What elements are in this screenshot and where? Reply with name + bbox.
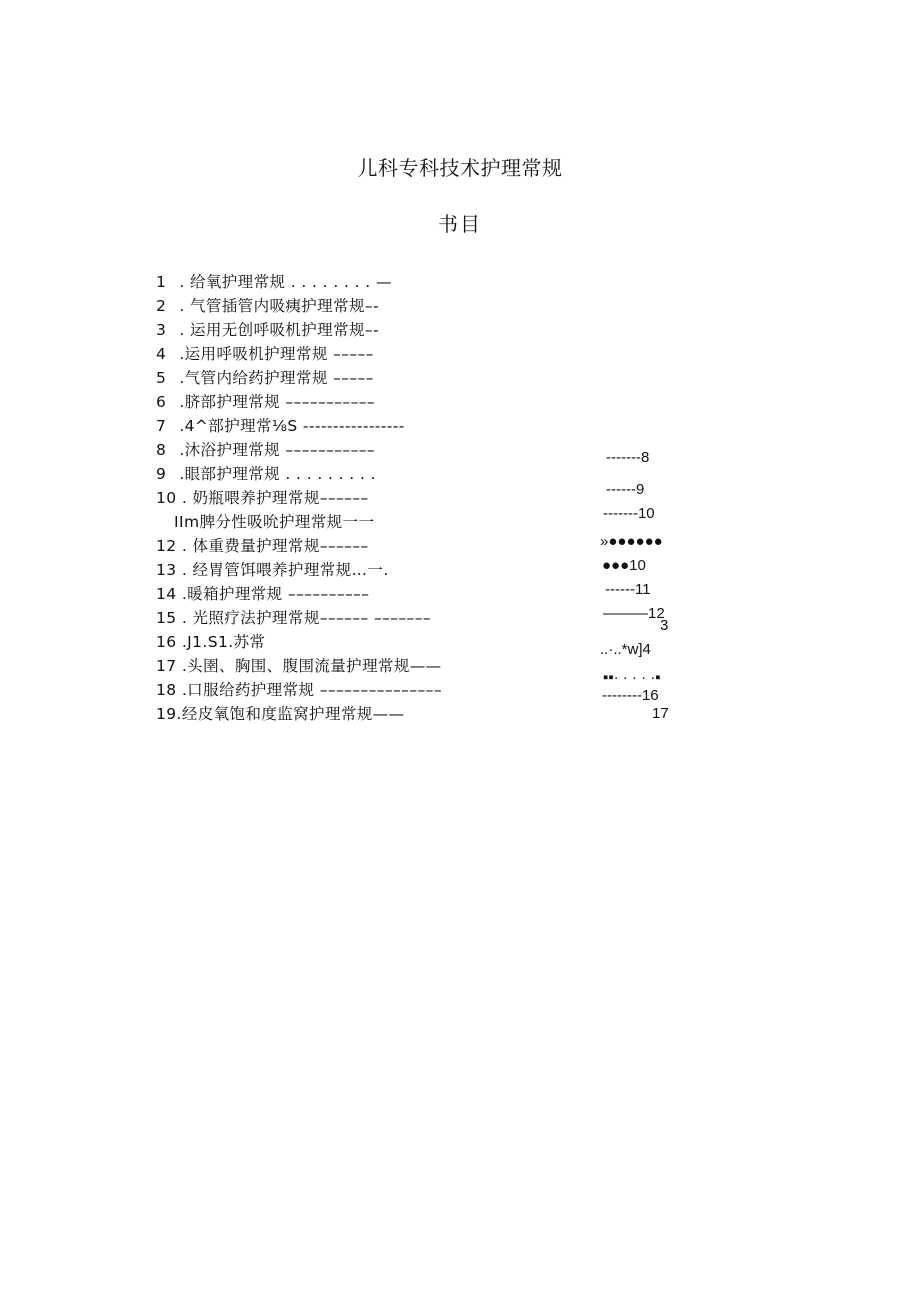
toc-entry-number: 13 (156, 561, 177, 579)
toc-entry (156, 320, 379, 340)
toc-entry-title: .暖箱护理常规 –––––––––– (176, 585, 370, 603)
toc-entry-title: . 体重费量护理常规–––––– (176, 537, 369, 555)
toc-row (0, 557, 920, 584)
toc-entry-number: 18 (156, 681, 177, 699)
toc-entry-number: 3 (156, 321, 167, 339)
toc-entry (156, 680, 442, 700)
document-title: 儿科专科技术护理常规 (357, 156, 563, 180)
toc-entry-title: .4^部护理常⅛S ----------------- (174, 417, 405, 435)
toc-entry-title: .口服给药护理常规 ––––––––––––––– (176, 681, 442, 699)
toc-row (0, 320, 920, 344)
toc-entry-title: . 光照疗法护理常规–––––– ––––––– (176, 609, 431, 627)
toc-entry-title: . 奶瓶喂养护理常规–––––– (176, 489, 369, 507)
toc-row (0, 344, 920, 368)
toc-entry (156, 488, 369, 508)
toc-page-number: --------16 (602, 687, 659, 704)
toc-entry (156, 416, 405, 436)
toc-row (0, 368, 920, 392)
toc-entry (156, 536, 369, 556)
toc-page-number: ●●●10 (602, 557, 646, 574)
toc-entry (156, 584, 369, 604)
toc-page-number: »●●●●●● (600, 533, 663, 550)
toc-entry (156, 440, 375, 460)
toc-page-number: 3 (660, 617, 669, 634)
toc-entry-number: 12 (156, 537, 177, 555)
toc-row (0, 296, 920, 320)
toc-entry-number: 6 (156, 393, 167, 411)
toc-entry-number: 8 (156, 441, 167, 459)
toc-row (0, 669, 920, 704)
toc-row (0, 481, 920, 512)
toc-entry-number: 1 (156, 273, 167, 291)
toc-row (0, 392, 920, 416)
toc-entry (156, 608, 431, 628)
toc-entry-number: 7 (156, 417, 167, 435)
toc-page-number: ------11 (605, 581, 651, 598)
toc-entry (156, 560, 389, 580)
toc-entry (156, 512, 374, 532)
toc-row (0, 704, 920, 728)
toc-row (0, 416, 920, 440)
toc-entry-title: . 运用无创呼吸机护理常规–- (174, 321, 380, 339)
toc-entry-number: 16 (156, 633, 177, 651)
toc-page-number: -------10 (603, 505, 655, 522)
toc-entry-title: .J1.S1.苏常 (176, 633, 266, 651)
toc-entry-title: .沐浴护理常规 ––––––––––– (174, 441, 376, 459)
toc-entry-title: .气管内给药护理常规 ––––– (174, 369, 374, 387)
toc-page-number: -------8 (606, 449, 650, 466)
toc-entry (156, 344, 374, 364)
toc-page-number: ------9 (606, 481, 645, 498)
toc-entry-number: 10 (156, 489, 177, 507)
toc-entry (156, 368, 374, 388)
toc-entry-number: 15 (156, 609, 177, 627)
toc-entry (156, 632, 265, 652)
toc-row (0, 581, 920, 608)
toc-page-number: ..·..*w]4 (600, 641, 651, 658)
toc-entry-title: .脐部护理常规 ––––––––––– (174, 393, 376, 411)
toc-entry-title: . 经胃管饵喂养护理常规…一. (176, 561, 389, 579)
toc-entry (156, 656, 442, 676)
toc-row (0, 505, 920, 536)
toc-entry-title: IIm脾分性吸吮护理常规一一 (174, 513, 375, 531)
toc-entry-number: 5 (156, 369, 167, 387)
toc-entry-number: 4 (156, 345, 167, 363)
toc-page-number: ———12 (603, 605, 665, 622)
toc-entry-title: . 气管插管内吸痍护理常规–- (174, 297, 380, 315)
toc-row (0, 272, 920, 296)
toc-row (0, 533, 920, 560)
toc-page-number: ▪▪· · · · ·▪ (603, 669, 661, 686)
toc-row (0, 440, 920, 464)
toc-entry-number: 17 (156, 657, 177, 675)
toc-entry (156, 272, 392, 292)
toc-entry-number: 9 (156, 465, 167, 483)
toc-entry-number: 14 (156, 585, 177, 603)
toc-entry (156, 296, 379, 316)
toc-entry-title: .运用呼吸机护理常规 ––––– (174, 345, 374, 363)
document-subtitle: 书目 (438, 212, 482, 236)
toc-entry-title: .眼部护理常规 . . . . . . . . . (174, 465, 376, 483)
toc-entry (156, 392, 375, 412)
toc-entry-title: . 给氧护理常规 . . . . . . . . — (174, 273, 392, 291)
toc-entry-title: 经皮氧饱和度监窝护理常规—— (181, 705, 405, 723)
toc-entry-title: .头圉、胸围、腹围流量护理常规—— (176, 657, 442, 675)
toc-row (0, 605, 920, 632)
toc-entry-number: 19. (156, 705, 182, 723)
toc-entry-number: 2 (156, 297, 167, 315)
toc-page-number: 17 (652, 705, 669, 722)
toc-entry (156, 464, 376, 484)
